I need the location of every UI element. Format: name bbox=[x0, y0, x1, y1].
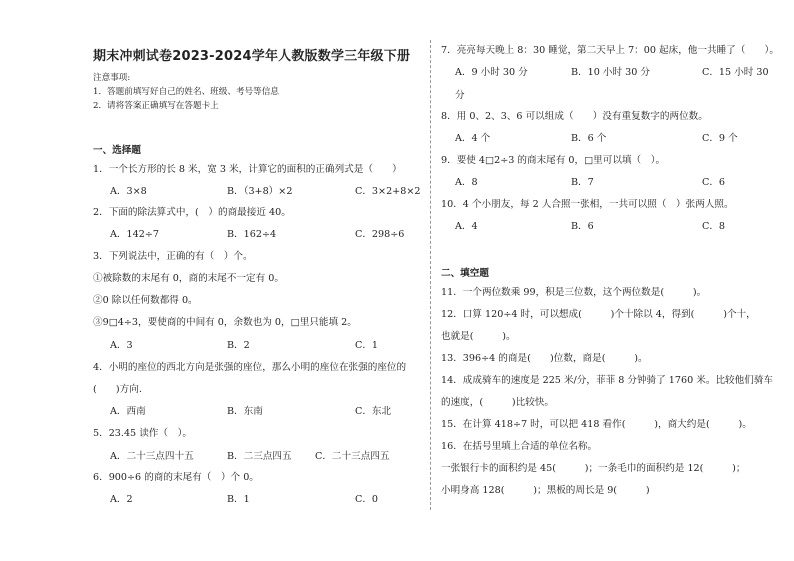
question-stem: 9．要使 4□2÷3 的商末尾有 0，□里可以填（ ）。 bbox=[441, 155, 666, 166]
option-b: B．二三点四五 bbox=[227, 451, 292, 462]
option-c: C．15 小时 30 bbox=[702, 67, 769, 78]
question-stem: 8．用 0、2、3、6 可以组成（ ）没有重复数字的两位数。 bbox=[441, 111, 708, 122]
option-a: A．4 bbox=[455, 221, 478, 232]
option-a: A．3 bbox=[110, 340, 133, 351]
section-heading-fill: 二、填空题 bbox=[441, 268, 489, 279]
option-c: C．东北 bbox=[355, 406, 392, 417]
option-a: A．2 bbox=[110, 494, 133, 505]
question-stem: 2．下面的除法算式中，( ）的商最接近 40。 bbox=[93, 207, 291, 218]
question-stem: 1．一个长方形的长 8 米，宽 3 米，计算它的面积的正确列式是（ ） bbox=[93, 164, 402, 175]
option-a: A．西南 bbox=[110, 406, 146, 417]
statement: ②0 除以任何数都得 0。 bbox=[93, 295, 198, 306]
question-stem: 15．在计算 418÷7 时，可以把 418 看作( )，商大约是( )。 bbox=[441, 419, 752, 430]
note-item: 2．请将答案正确填写在答题卡上 bbox=[93, 101, 219, 111]
section-heading-choice: 一、选择题 bbox=[93, 145, 141, 156]
notes-heading: 注意事项: bbox=[93, 73, 131, 83]
option-b: B．（3+8）×2 bbox=[227, 186, 293, 197]
option-c-cont: 分 bbox=[455, 90, 465, 101]
question-stem: 6．900÷6 的商的末尾有（ ）个 0。 bbox=[93, 472, 259, 483]
option-c: C．3×2+8×2 bbox=[355, 186, 421, 197]
option-a: A．9 小时 30 分 bbox=[455, 67, 528, 78]
option-b: B．7 bbox=[571, 177, 594, 188]
option-b: B．1 bbox=[227, 494, 250, 505]
option-c: C．8 bbox=[702, 221, 726, 232]
option-a: A．8 bbox=[455, 177, 478, 188]
option-b: B．6 个 bbox=[571, 133, 607, 144]
option-b: B．10 小时 30 分 bbox=[571, 67, 650, 78]
option-b: B．2 bbox=[227, 340, 250, 351]
question-stem: 12．口算 120÷4 时，可以想成( )个十除以 4，得到( )个十， bbox=[441, 309, 756, 320]
question-stem: 14．成成骑车的速度是 225 米/分，菲菲 8 分钟骑了 1760 米。比较他们骑车 bbox=[441, 375, 774, 386]
option-c: C．6 bbox=[702, 177, 726, 188]
option-a: A．142÷7 bbox=[110, 229, 159, 240]
option-c: C．298÷6 bbox=[355, 229, 405, 240]
question-stem-cont: 一张银行卡的面积约是 45( )；一条毛巾的面积约是 12( )； bbox=[441, 463, 746, 474]
option-a: A．4 个 bbox=[455, 133, 491, 144]
question-stem: 16．在括号里填上合适的单位名称。 bbox=[441, 441, 598, 452]
question-stem-cont: 的速度，( )比较快。 bbox=[441, 397, 555, 408]
option-b: B．6 bbox=[571, 221, 594, 232]
question-stem-cont: 小明身高 128( )；黑板的周长是 9( ) bbox=[441, 485, 650, 496]
option-c: C．二十三点四五 bbox=[315, 451, 390, 462]
exam-title: 期末冲刺试卷2023-2024学年人教版数学三年级下册 bbox=[93, 49, 411, 64]
option-b: B．162÷4 bbox=[227, 229, 277, 240]
statement: ①被除数的末尾有 0，商的末尾不一定有 0。 bbox=[93, 273, 284, 284]
option-c: C．9 个 bbox=[702, 133, 738, 144]
question-stem: 13．396÷4 的商是( )位数，商是( )。 bbox=[441, 353, 648, 364]
question-stem: 5．23.45 读作（ ）。 bbox=[93, 428, 192, 439]
option-c: C．0 bbox=[355, 494, 379, 505]
option-c: C．1 bbox=[355, 340, 379, 351]
question-stem: 7．亮亮每天晚上 8：30 睡觉，第二天早上 7：00 起床，他一共睡了（ ）。 bbox=[441, 45, 779, 56]
option-b: B．东南 bbox=[227, 406, 263, 417]
column-divider bbox=[430, 40, 431, 510]
question-stem-cont: ( )方向. bbox=[93, 384, 142, 395]
note-item: 1．答题前填写好自己的姓名、班级、考号等信息 bbox=[93, 87, 279, 97]
question-stem: 10．4 个小朋友，每 2 人合照一张相，一共可以照（ ）张两人照。 bbox=[441, 199, 734, 210]
question-stem: 3．下列说法中，正确的有（ ）个。 bbox=[93, 251, 253, 262]
question-stem-cont: 也就是( )。 bbox=[441, 331, 516, 342]
question-stem: 4．小明的座位的西北方向是张强的座位，那么小明的座位在张强的座位的 bbox=[93, 362, 407, 373]
question-stem: 11．一个两位数乘 99，积是三位数，这个两位数是( )。 bbox=[441, 287, 707, 298]
statement: ③9□4÷3，要使商的中间有 0，余数也为 0，□里只能填 2。 bbox=[93, 317, 357, 328]
option-a: A．二十三点四十五 bbox=[110, 451, 194, 462]
option-a: A．3×8 bbox=[110, 186, 147, 197]
